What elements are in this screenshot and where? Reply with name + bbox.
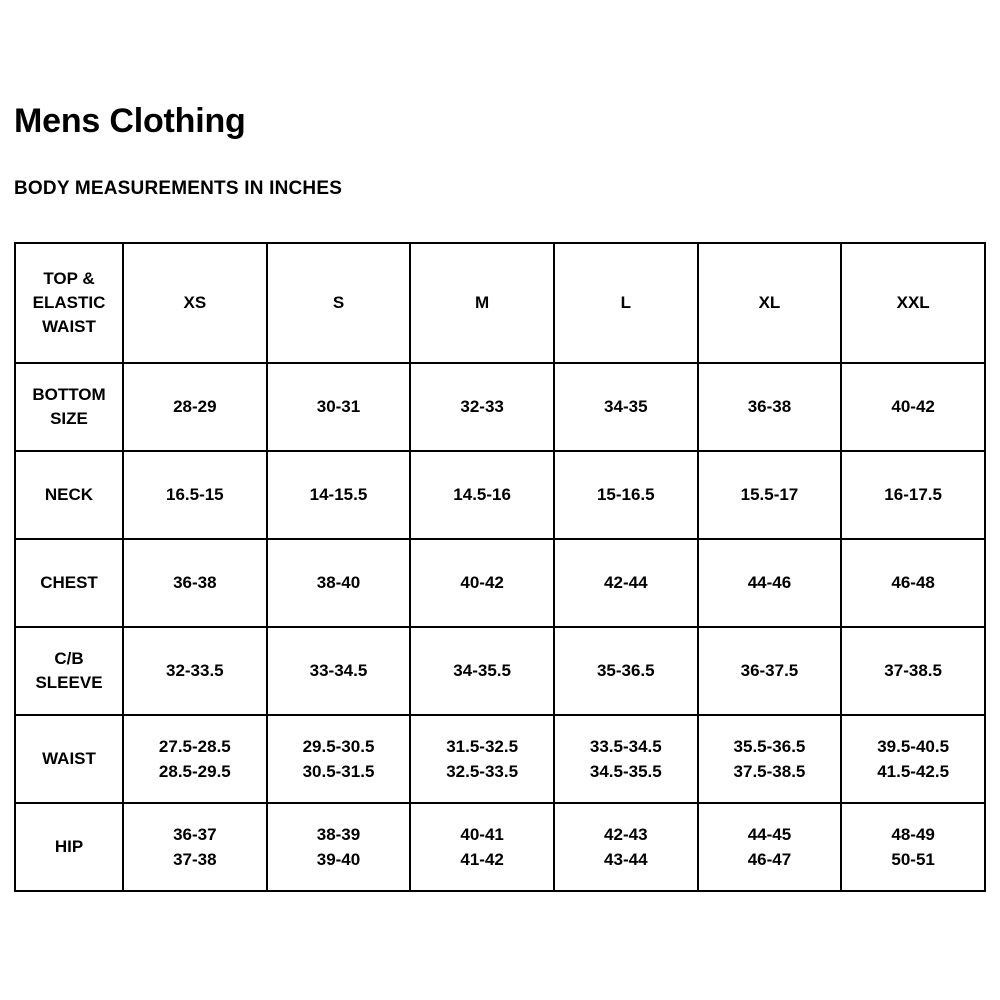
table-cell: 46-48 (841, 539, 985, 627)
row-header-line: SLEEVE (35, 673, 103, 692)
table-cell (554, 803, 698, 891)
table-cell: 42-44 (554, 539, 698, 627)
cell-line: 31.5-32.5 (446, 736, 519, 756)
row-header-chest (15, 539, 123, 627)
row-header-hip (15, 803, 123, 891)
cell-line: 35.5-36.5 (733, 736, 806, 756)
table-row (15, 451, 985, 539)
table-cell (841, 803, 985, 891)
table-cell (123, 803, 267, 891)
cell-line: 34.5-35.5 (589, 762, 662, 781)
cell-line: 44-45 (747, 824, 792, 844)
row-header-neck (15, 451, 123, 539)
row-header-waist (15, 715, 123, 803)
cell-line: 27.5-28.5 (158, 736, 231, 756)
table-cell: 30-31 (267, 363, 411, 451)
cell-line: 36-37 (173, 824, 217, 844)
table-cell: 38-40 (267, 539, 411, 627)
table-cell (267, 715, 411, 803)
table-cell (267, 803, 411, 891)
table-cell: 14-15.5 (267, 451, 411, 539)
row-header-line: WAIST (42, 748, 96, 768)
row-header-line: HIP (54, 836, 84, 856)
page-title: Mens Clothing (14, 102, 246, 140)
column-header-xl: XL (698, 243, 842, 363)
row-header-line: CHEST (40, 572, 98, 592)
table-cell: 40-42 (410, 539, 554, 627)
cell-line: 37.5-38.5 (733, 762, 806, 781)
table-cell (841, 715, 985, 803)
table-cell: 16-17.5 (841, 451, 985, 539)
table-cell: 15-16.5 (554, 451, 698, 539)
table-row (15, 539, 985, 627)
cell-line: 39-40 (316, 850, 361, 869)
table-cell: 14.5-16 (410, 451, 554, 539)
cell-line: 41-42 (460, 850, 504, 869)
table-cell (698, 803, 842, 891)
table-row (15, 803, 985, 891)
row-header-bottom-size (15, 363, 123, 451)
row-header-line: BOTTOM (32, 384, 106, 404)
column-header-xs: XS (123, 243, 267, 363)
cell-line: 28.5-29.5 (158, 762, 231, 781)
row-header-line: C/B (54, 648, 84, 668)
table-cell: 28-29 (123, 363, 267, 451)
table-cell (410, 803, 554, 891)
column-header-l: L (554, 243, 698, 363)
cell-line: 43-44 (604, 850, 648, 869)
table-cell: 32-33 (410, 363, 554, 451)
table-cell: 34-35 (554, 363, 698, 451)
row-header-cb-sleeve (15, 627, 123, 715)
table-cell (554, 715, 698, 803)
table-cell: 36-38 (123, 539, 267, 627)
table-cell: 15.5-17 (698, 451, 842, 539)
corner-line: TOP & (43, 268, 95, 288)
table-cell: 33-34.5 (267, 627, 411, 715)
corner-line: ELASTIC (32, 292, 106, 312)
cell-line: 46-47 (747, 850, 792, 869)
cell-line: 41.5-42.5 (877, 762, 950, 781)
column-header-xxl: XXL (841, 243, 985, 363)
table-row (15, 363, 985, 451)
table-cell: 37-38.5 (841, 627, 985, 715)
cell-line: 37-38 (173, 850, 217, 869)
cell-line: 39.5-40.5 (877, 736, 950, 756)
cell-line: 50-51 (891, 850, 935, 869)
cell-line: 29.5-30.5 (302, 736, 375, 756)
cell-line: 38-39 (316, 824, 361, 844)
table-cell: 36-37.5 (698, 627, 842, 715)
table-cell (698, 715, 842, 803)
cell-line: 48-49 (891, 824, 935, 844)
table-row (15, 715, 985, 803)
size-chart-body (15, 243, 985, 891)
corner-line: WAIST (42, 317, 96, 337)
table-cell: 36-38 (698, 363, 842, 451)
table-cell: 35-36.5 (554, 627, 698, 715)
table-row (15, 627, 985, 715)
size-chart-table (14, 242, 986, 892)
cell-line: 42-43 (604, 824, 648, 844)
table-header-row (15, 243, 985, 363)
table-cell: 32-33.5 (123, 627, 267, 715)
column-header-m: M (410, 243, 554, 363)
cell-line: 32.5-33.5 (446, 762, 519, 781)
cell-line: 30.5-31.5 (302, 762, 375, 781)
row-header-line: NECK (44, 484, 94, 504)
row-header-line: SIZE (50, 409, 88, 428)
cell-line: 40-41 (460, 824, 504, 844)
table-cell (410, 715, 554, 803)
column-header-s: S (267, 243, 411, 363)
cell-line: 33.5-34.5 (589, 736, 662, 756)
table-cell: 16.5-15 (123, 451, 267, 539)
table-cell: 44-46 (698, 539, 842, 627)
page-subtitle: BODY MEASUREMENTS IN INCHES (14, 178, 343, 199)
table-corner-header (15, 243, 123, 363)
table-cell: 40-42 (841, 363, 985, 451)
table-cell: 34-35.5 (410, 627, 554, 715)
table-cell (123, 715, 267, 803)
